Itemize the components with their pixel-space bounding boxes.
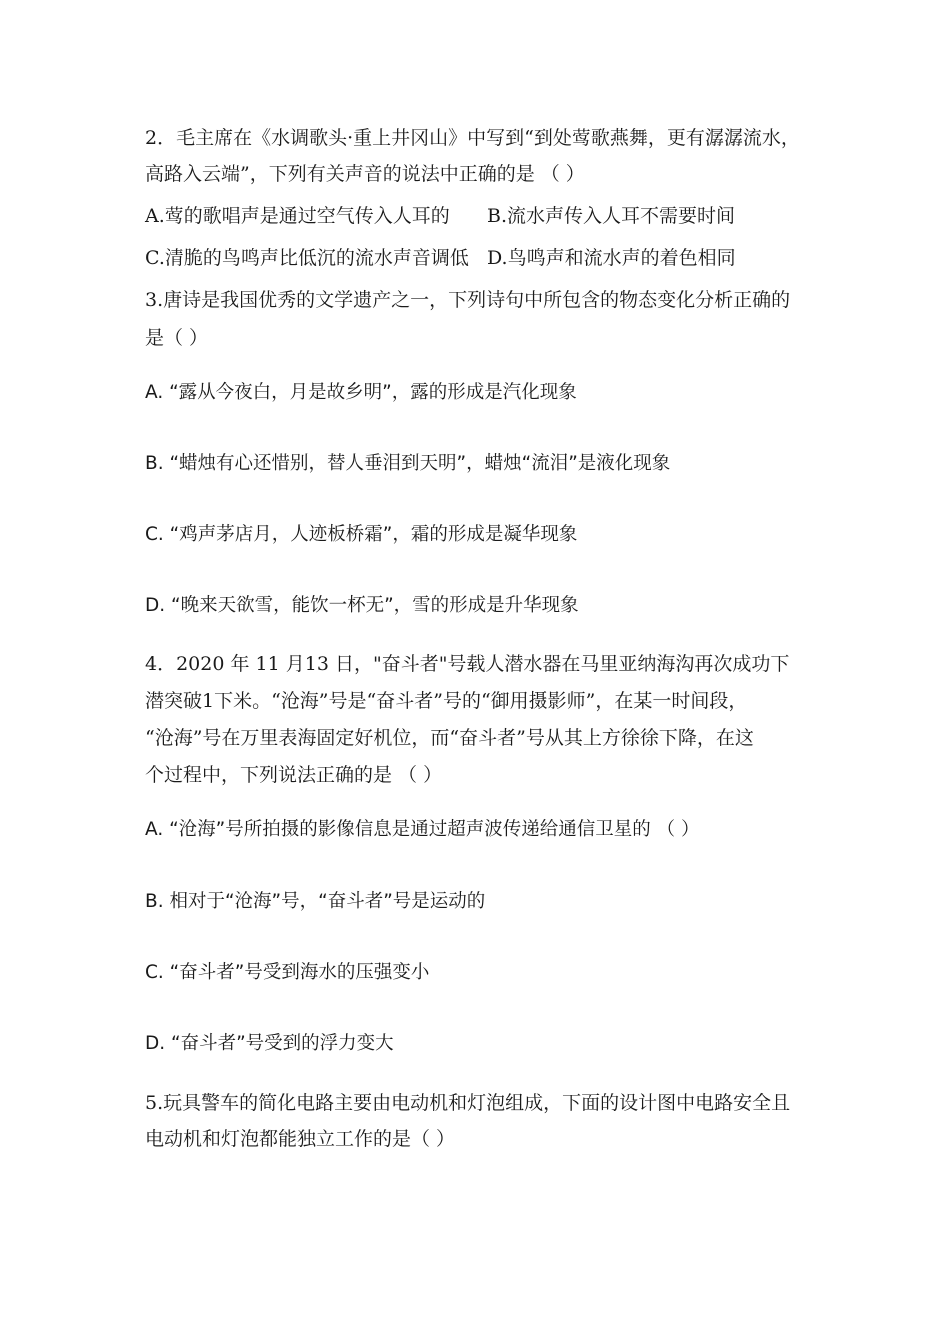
q3-option-a: A. “露从今夜白，月是故乡明”，露的形成是汽化现象 <box>145 382 577 403</box>
q3-option-d: D. “晚来天欲雪，能饮一杯无”，雪的形成是升华现象 <box>145 595 579 616</box>
q2-option-d: D.鸟鸣声和流水声的着色相同 <box>487 247 736 269</box>
q4-stem-line-3: “沧海”号在万里表海固定好机位，而“奋斗者”号从其上方徐徐下降，在这 <box>145 727 754 749</box>
q4-option-d: D. “奋斗者”号受到的浮力变大 <box>145 1033 394 1054</box>
q4-option-a: A. “沧海”号所拍摄的影像信息是通过超声波传递给通信卫星的 （ ） <box>145 819 700 840</box>
q2-stem-line-2: 高路入云端”，下列有关声音的说法中正确的是 （ ） <box>145 163 585 185</box>
q5-stem-line-2: 电动机和灯泡都能独立工作的是（ ） <box>145 1128 456 1150</box>
q2-option-b: B.流水声传入人耳不需要时间 <box>487 205 736 227</box>
q3-stem-line-2: 是（ ） <box>145 327 209 349</box>
q4-option-b: B. 相对于“沧海”号，“奋斗者”号是运动的 <box>145 891 486 912</box>
q4-option-c: C. “奋斗者”号受到海水的压强变小 <box>145 962 430 983</box>
q4-stem-line-4: 个过程中，下列说法正确的是 （ ） <box>145 764 443 786</box>
q2-stem-line-1: 2．毛主席在《水调歌头·重上井冈山》中写到“到处莺歌燕舞，更有潺潺流水， <box>145 127 800 149</box>
q4-stem-line-2: 潜突破1下米。“沧海”号是“奋斗者”号的“御用摄影师”，在某一时间段， <box>145 690 748 712</box>
q3-stem-line-1: 3.唐诗是我国优秀的文学遗产之一，下列诗句中所包含的物态变化分析正确的 <box>145 289 791 311</box>
q5-stem-line-1: 5.玩具警车的简化电路主要由电动机和灯泡组成，下面的设计图中电路安全且 <box>145 1092 791 1114</box>
q4-stem-line-1: 4．2020 年 11 月13 日，"奋斗者"号载人潜水器在马里亚纳海沟再次成功下 <box>145 653 790 675</box>
q2-option-a: A.莺的歌唱声是通过空气传入人耳的 <box>145 205 450 227</box>
q2-options-row-1 <box>145 204 736 228</box>
q3-option-c: C. “鸡声茅店月，人迹板桥霜”，霜的形成是凝华现象 <box>145 524 578 545</box>
q3-option-b: B. “蜡烛有心还惜别，替人垂泪到天明”，蜡烛“流泪”是液化现象 <box>145 453 671 474</box>
q2-options-row-2 <box>145 246 736 270</box>
q2-option-c: C.清脆的鸟鸣声比低沉的流水声音调低 <box>145 247 469 269</box>
